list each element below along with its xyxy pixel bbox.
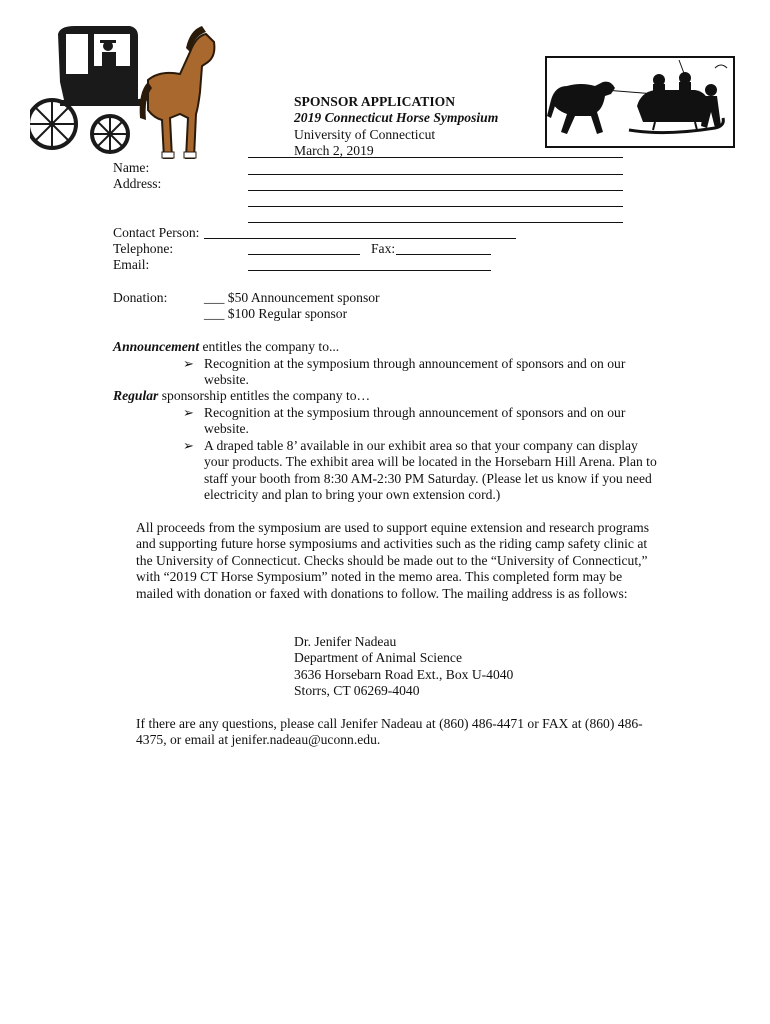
telephone-field-line[interactable] xyxy=(248,254,360,255)
contact-person-field-line[interactable] xyxy=(204,238,516,239)
announcement-bullet-1: Recognition at the symposium through announcement of sponsors and on our website. xyxy=(204,356,626,388)
regular-bullet-1: Recognition at the symposium through announcement of sponsors and on our website. xyxy=(204,405,626,437)
email-label: Email: xyxy=(113,257,150,272)
regular-intro: sponsorship entitles the company to… xyxy=(158,388,371,403)
donation-option-blank[interactable]: ___ xyxy=(204,290,225,305)
address-label: Address: xyxy=(113,176,162,191)
donation-option-regular[interactable] xyxy=(204,306,347,322)
address-line-street: 3636 Horsebarn Road Ext., Box U-4040 xyxy=(294,667,514,682)
donation-option-announcement[interactable] xyxy=(204,290,380,306)
announcement-heading xyxy=(113,339,339,355)
address-field-line-3[interactable] xyxy=(248,206,623,207)
donation-option-blank[interactable]: ___ xyxy=(204,306,225,321)
address-field-line-2[interactable] xyxy=(248,190,623,191)
contact-person-label: Contact Person: xyxy=(113,225,200,240)
document-subtitle: 2019 Connecticut Horse Symposium xyxy=(294,110,499,125)
donation-option-label: $100 Regular sponsor xyxy=(227,306,348,321)
address-line-name: Dr. Jenifer Nadeau xyxy=(294,634,397,649)
document-title: SPONSOR APPLICATION xyxy=(294,94,456,109)
address-field-line-1[interactable] xyxy=(248,174,623,175)
event-date: March 2, 2019 xyxy=(294,143,374,158)
fax-label: Fax: xyxy=(371,241,396,256)
announcement-term: Announcement xyxy=(113,339,200,354)
fax-field-line[interactable] xyxy=(396,254,491,255)
address-line-city: Storrs, CT 06269-4040 xyxy=(294,683,420,698)
name-label: Name: xyxy=(113,160,150,175)
address-field-line-4[interactable] xyxy=(248,222,623,223)
organization-name: University of Connecticut xyxy=(294,127,436,142)
questions-paragraph: If there are any questions, please call Jenifer Nadeau at (860) 486-4471 or FAX at (860) 486-4375, or email at jenifer.nadeau@uconn.edu. xyxy=(136,716,643,748)
address-line-department: Department of Animal Science xyxy=(294,650,462,665)
regular-heading xyxy=(113,388,370,404)
proceeds-paragraph: All proceeds from the symposium are used to support equine extension and research programs and supporting future horse symposiums and activities such as the riding camp safety clinic at the University of Connecticut. Checks should be made out to the “University of Connecticut,” with “2019 CT Horse Symposium” noted in the memo area. This completed form may be mailed with donation or faxed with donations to follow. The mailing address is as follows: xyxy=(136,520,650,601)
email-field-line[interactable] xyxy=(248,270,491,271)
donation-option-label: $50 Announcement sponsor xyxy=(227,290,380,305)
regular-term: Regular xyxy=(113,388,159,403)
horse-buggy-illustration xyxy=(30,22,220,162)
donation-label: Donation: xyxy=(113,290,168,305)
name-field-line[interactable] xyxy=(248,157,623,158)
announcement-intro: entitles the company to... xyxy=(199,339,340,354)
arrow-bullet-icon: ➢ xyxy=(183,405,194,420)
regular-bullet-2: A draped table 8’ available in our exhibit area so that your company can display your products. The exhibit area will be located in the Horsebarn Hill Arena. Plan to staff your booth from 8:30 AM-2:30 PM Saturday. (Please let us know if you need electricity and plan to bring your own extension cord.) xyxy=(204,438,657,503)
arrow-bullet-icon: ➢ xyxy=(183,438,194,453)
arrow-bullet-icon: ➢ xyxy=(183,356,194,371)
horse-sleigh-illustration xyxy=(545,56,735,148)
telephone-label: Telephone: xyxy=(113,241,174,256)
